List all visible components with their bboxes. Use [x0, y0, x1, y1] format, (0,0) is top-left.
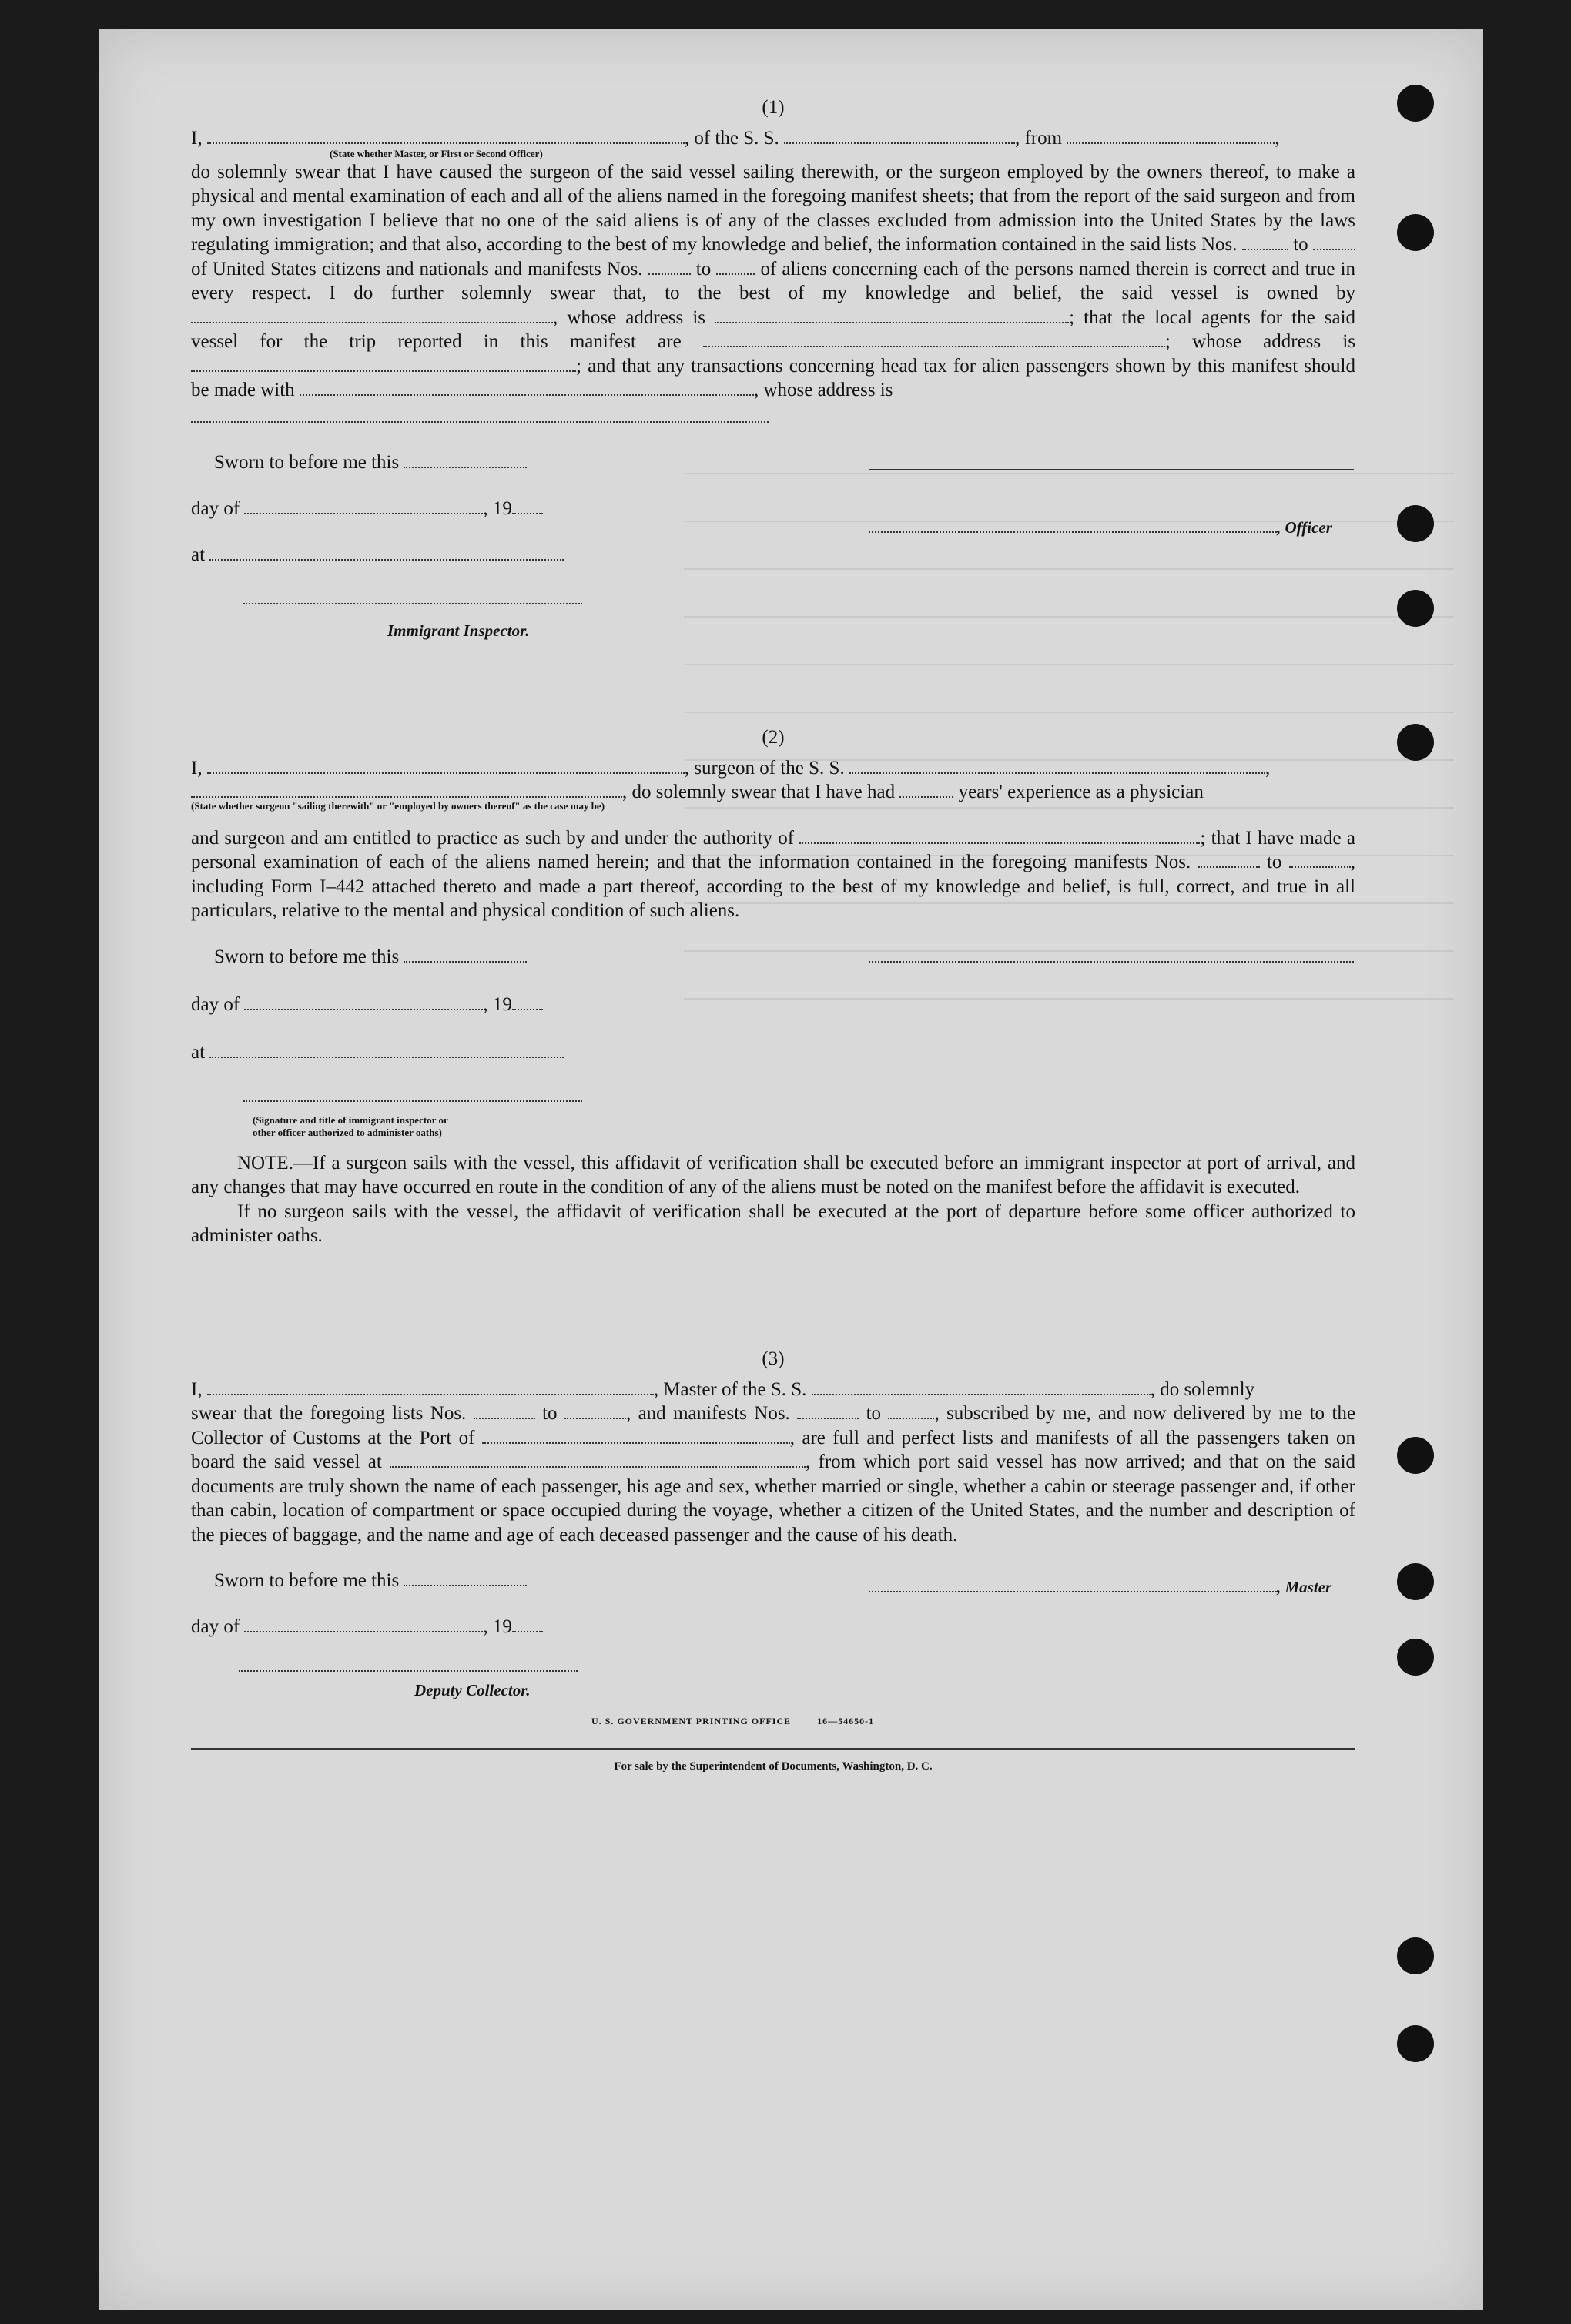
- sworn-place-field[interactable]: [209, 544, 564, 561]
- officer-signature-field[interactable]: [869, 516, 1277, 533]
- vessel-name-field[interactable]: [784, 127, 1015, 144]
- form-content: [191, 92, 1355, 1773]
- master-caption: (State whether Master, or First or Second Officer): [330, 147, 543, 159]
- year-field[interactable]: [512, 1616, 543, 1632]
- immigrant-inspector-caption: Immigrant Inspector.: [387, 621, 530, 640]
- note-paragraph-2: If no surgeon sails with the vessel, the affidavit of verification shall be executed at the port of departure before some officer authorized to administer oaths.: [191, 1201, 1355, 1246]
- master-vessel-field[interactable]: [812, 1378, 1151, 1395]
- day-of-month-field[interactable]: [244, 497, 483, 514]
- punch-hole: [1397, 590, 1434, 627]
- surgeon-name-field[interactable]: [207, 757, 685, 774]
- manifests-from-field[interactable]: [797, 1402, 859, 1419]
- master-signature-field[interactable]: [869, 1576, 1277, 1592]
- port-of-field[interactable]: [482, 1427, 790, 1444]
- punch-hole: [1397, 214, 1434, 251]
- collector-signature-line[interactable]: [239, 1669, 578, 1672]
- year-field[interactable]: [512, 993, 543, 1010]
- sworn-date-field[interactable]: [404, 451, 527, 468]
- surgeon-experience-line: , do solemnly swear that I have had years' experience as a physician: [191, 780, 1355, 805]
- master-name-field[interactable]: [207, 1378, 654, 1395]
- punch-hole: [1397, 1639, 1434, 1676]
- practice-authority-field[interactable]: [799, 827, 1200, 844]
- surgeon-manifests-from-field[interactable]: [1198, 851, 1260, 868]
- surgeon-caption: (State whether surgeon "sailing therewith" or "employed by owners thereof" as the case may be): [191, 799, 605, 812]
- for-sale-notice: For sale by the Superintendent of Documents, Washington, D. C.: [614, 1760, 933, 1773]
- signature-caption-2: other officer authorized to administer oaths): [253, 1126, 442, 1138]
- affidavit-2-signatures: Sworn to before me this day of , 19 at: [191, 940, 1355, 1117]
- surgeon-vessel-field[interactable]: [849, 757, 1265, 774]
- agents-address-field[interactable]: [191, 355, 576, 372]
- years-experience-field[interactable]: [899, 781, 953, 798]
- day-of-month-field[interactable]: [244, 993, 483, 1010]
- punch-hole: [1397, 724, 1434, 761]
- sworn-date-field[interactable]: [404, 1569, 527, 1586]
- manifests-no-to-field[interactable]: [716, 258, 755, 275]
- manifests-no-from-field[interactable]: [648, 258, 691, 275]
- punch-hole: [1397, 505, 1434, 542]
- officer-name-field[interactable]: [207, 127, 685, 144]
- lists-to-field[interactable]: [564, 1402, 626, 1419]
- punch-hole: [1397, 85, 1434, 122]
- note-paragraph-1: NOTE.—If a surgeon sails with the vessel, this affidavit of verification shall be executed before an immigrant inspector at port of arrival, and any changes that may have occurred en route in the condition of any of the aliens must be noted on the manifest before the affidavit is executed.: [191, 1152, 1355, 1197]
- punch-hole: [1397, 2025, 1434, 2062]
- officer-signature-line[interactable]: [869, 467, 1354, 470]
- printing-office-line: U. S. GOVERNMENT PRINTING OFFICE 16—54650-1: [591, 1716, 875, 1726]
- affidavit-3-body: swear that the foregoing lists Nos. to , and manifests Nos. to , subscribed by me, and now delivered by me to the Collector of Customs at the Port of , are full and perfect lists and manifests of all the passengers taken on board the said vessel at , from which port said vessel has now arrived; and that on the said documents are truly shown the name of each passenger, his age and sex, whether married or single, whether a cabin or steerage passenger and, if other than cabin, location of compartment or space occupied during the voyage, whether a citizen of the United States, and the number and description of the pieces of baggage, and the name and age of each deceased passenger and the cause of his death.: [191, 1403, 1356, 1545]
- day-of-month-field[interactable]: [244, 1616, 483, 1632]
- year-field[interactable]: [512, 497, 543, 514]
- affidavit-2-body: and surgeon and am entitled to practice as such by and under the authority of ; that I have made a personal examination of each of the aliens named herein; and that the information contained in the foregoing manifests Nos. to , including Form I–442 attached thereto and made a part thereof, according to the best of my knowledge and belief, is full, correct, and true in all particulars, relative to the mental and physical condition of such aliens.: [191, 827, 1356, 921]
- punch-hole: [1397, 1937, 1434, 1974]
- punch-hole: [1397, 1437, 1434, 1474]
- surgeon-declaration-line: I, , surgeon of the S. S. ,: [191, 757, 1271, 779]
- boarding-port-field[interactable]: [390, 1451, 806, 1468]
- affidavit-3-signatures: Sworn to before me this day of , 19 , Master: [191, 1564, 1355, 1679]
- inspector-signature-line[interactable]: [243, 1099, 582, 1102]
- head-tax-contact-field[interactable]: [300, 379, 754, 396]
- inspector-signature-line[interactable]: [243, 601, 582, 604]
- owner-name-field[interactable]: [191, 306, 553, 323]
- from-port-field[interactable]: [1067, 127, 1275, 144]
- surgeon-manifests-to-field[interactable]: [1289, 851, 1351, 868]
- master-declaration-line: I, , of the S. S. , from ,: [191, 128, 1280, 149]
- head-tax-address-line[interactable]: [191, 420, 769, 423]
- section-number-2: (2): [762, 726, 785, 748]
- surgeon-signature-field[interactable]: [869, 946, 1354, 963]
- affidavit-1-body: do solemnly swear that I have caused the surgeon of the said vessel sailing therewith, or the surgeon employed by the owners thereof, to make a physical and mental examination of each and all of the aliens named in the foregoing manifest sheets; that from the report of the said surgeon and from my own investigation I believe that no one of the said aliens is of any of the classes excluded from admission into the United States by the laws regulating immigration; and that also, according to the best of my knowledge and belief, the information contained in the said lists Nos. to of United States citizens and nationals and manifests Nos. to of aliens concerning each of the persons named therein is correct and true in every respect. I do further solemnly swear that, to the best of my knowledge and belief, the said vessel is owned by , whose address is ; that the local agents for the said vessel for the trip reported in this manifest are ; whose address is ; and that any transactions concerning head tax for alien passengers shown by this manifest should be made with , whose address is: [191, 161, 1356, 400]
- section-number-3: (3): [762, 1348, 785, 1369]
- lists-from-field[interactable]: [474, 1402, 535, 1419]
- owner-address-field[interactable]: [715, 306, 1069, 323]
- master-declaration-line-3: I, , Master of the S. S. , do solemnly: [191, 1378, 1255, 1400]
- local-agents-field[interactable]: [703, 330, 1165, 347]
- deputy-collector-caption: Deputy Collector.: [414, 1681, 531, 1699]
- footer-rule: [191, 1746, 1355, 1750]
- lists-no-to-field[interactable]: [1313, 233, 1355, 250]
- surgeon-status-field[interactable]: [191, 781, 622, 798]
- manifests-to-field[interactable]: [888, 1402, 934, 1419]
- sworn-date-field[interactable]: [404, 946, 527, 963]
- section-number-1: (1): [762, 97, 785, 118]
- sworn-place-field[interactable]: [209, 1041, 564, 1058]
- signature-caption-1: (Signature and title of immigrant inspector or: [253, 1113, 448, 1126]
- punch-hole: [1397, 1563, 1434, 1600]
- lists-no-from-field[interactable]: [1242, 233, 1288, 250]
- affidavit-1-signatures: Sworn to before me this day of , 19 at , Officer: [191, 440, 1355, 617]
